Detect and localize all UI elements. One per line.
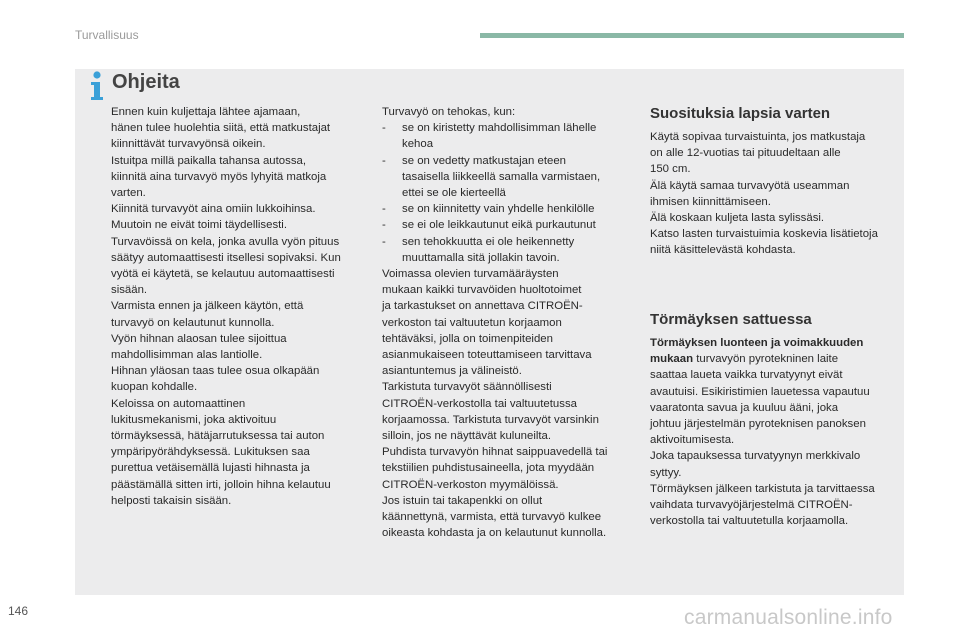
- paragraph-line: tehtäväksi, jolla on toimenpiteiden: [382, 332, 553, 345]
- paragraph-line: tekstiilien puhdistusaineella, jota myydään: [382, 462, 595, 475]
- paragraph-line: oikeasta kohdasta ja on kelautunut kunnolla.: [382, 527, 607, 540]
- bullet-dash: -: [382, 219, 386, 232]
- bullet-text: sen tehokkuutta ei ole heikennetty: [402, 235, 575, 248]
- bullet-text: se on kiinnitetty vain yhdelle henkilölle: [402, 203, 595, 216]
- paragraph-line: Turvavyö on tehokas, kun:: [382, 106, 516, 118]
- section-label: Turvallisuus: [75, 28, 139, 42]
- paragraph-line: törmäyksessä, hätäjarrutuksessa tai auton: [111, 430, 325, 443]
- column-2-text: [382, 104, 632, 541]
- paragraph-line: Törmäyksen jälkeen tarkistuta ja tarvittaessa: [650, 482, 875, 495]
- paragraph-line: Puhdista turvavyön hihnat saippuavedellä tai: [382, 446, 608, 459]
- paragraph-line: Älä käytä samaa turvavyötä useamman: [650, 179, 850, 192]
- paragraph-line: hänen tulee huolehtia siitä, että matkustajat: [111, 122, 331, 135]
- paragraph-line: asiantuntemus ja välineistö.: [382, 365, 522, 378]
- paragraph-line: johtuu järjestelmän pyroteknisen panoksen: [650, 418, 866, 431]
- paragraph-line: ihmisen kiinnittämiseen.: [650, 195, 771, 208]
- bullet-item: [382, 217, 632, 233]
- paragraph-line: säätyy automaattisesti itsellesi sopivaksi. Kun: [111, 251, 341, 264]
- paragraph-line: kiinnittävät turvavyönsä oikein.: [111, 138, 266, 151]
- children-text: [650, 129, 902, 259]
- page-title: Ohjeita: [112, 71, 180, 93]
- paragraph-line: avautuisi. Esikiristimien lauetessa vapautuu: [650, 385, 870, 398]
- paragraph-line: varten.: [111, 187, 146, 200]
- bullet-dash: -: [382, 235, 386, 248]
- paragraph-line: silloin, jos ne näyttävät kuluneilta.: [382, 430, 552, 443]
- paragraph-line: syttyy.: [650, 466, 682, 479]
- paragraph-line: Käytä sopivaa turvaistuinta, jos matkustaja: [650, 131, 866, 143]
- paragraph-line: Älä koskaan kuljeta lasta sylissäsi.: [650, 212, 825, 225]
- bullet-text: tasaisella liikkeellä samalla varmistaen,: [402, 170, 601, 183]
- paragraph-line: päästämällä sitten irti, jolloin hihna kelautuu: [111, 478, 331, 491]
- paragraph-line: verkostolla tai valtuutetulla korjaamolla.: [650, 515, 849, 528]
- paragraph-line: helposti takaisin sisään.: [111, 494, 232, 507]
- paragraph-line: vaihdata turvavyöjärjestelmä CITROËN-: [650, 499, 853, 512]
- paragraph-line: niitä käsittelevästä kohdasta.: [650, 244, 796, 257]
- paragraph-line: lukitusmekanismi, joka aktivoituu: [111, 413, 277, 426]
- bullet-dash: -: [382, 122, 386, 135]
- paragraph-line: [650, 351, 902, 367]
- paragraph-line: Voimassa olevien turvamääräysten: [382, 268, 559, 281]
- bullet-dash: -: [382, 203, 386, 216]
- paragraph-line: Istuitpa millä paikalla tahansa autossa,: [111, 154, 307, 167]
- paragraph-line: 150 cm.: [650, 163, 691, 176]
- header-rule: [480, 33, 904, 38]
- paragraph-line: Kiinnitä turvavyöt aina omiin lukkoihinsa.: [111, 203, 316, 216]
- paragraph-line: saattaa laueta vaikka turvatyynyt eivät: [650, 369, 843, 382]
- watermark: carmanualsonline.info: [684, 606, 893, 629]
- paragraph-line: mukaan kaikki turvavöiden huoltotoimet: [382, 284, 582, 297]
- bullet-item: [382, 234, 632, 266]
- paragraph-line: Varmista ennen ja jälkeen käytön, että: [111, 300, 304, 313]
- paragraph-line: CITROËN-verkostolla tai valtuutetussa: [382, 397, 577, 410]
- paragraph-line: CITROËN-verkoston myymälöissä.: [382, 478, 559, 491]
- bullet-text: se on kiristetty mahdollisimman lähelle: [402, 122, 597, 135]
- paragraph-line: käännettynä, varmista, että turvavyö kulkee: [382, 511, 602, 524]
- bullet-text: ettei se ole kierteellä: [402, 187, 506, 200]
- bullet-list: [382, 120, 632, 266]
- column-1-text: [111, 104, 369, 509]
- paragraph-line: Vyön hihnan alaosan tulee sijoittua: [111, 332, 287, 345]
- paragraph-line: Ennen kuin kuljettaja lähtee ajamaan,: [111, 106, 301, 118]
- paragraph-line: Muutoin ne eivät toimi täydellisesti.: [111, 219, 288, 232]
- bullet-text: se ei ole leikkautunut eikä purkautunut: [402, 219, 596, 232]
- paragraph-line: kuopan kohdalle.: [111, 381, 198, 394]
- paragraph-line: sisään.: [111, 284, 148, 297]
- paragraph-line: Katso lasten turvaistuimia koskevia lisätietoja: [650, 228, 878, 241]
- paragraph-line: Joka tapauksessa turvatyynyn merkkivalo: [650, 450, 861, 463]
- paragraph-line: purettua vetäisemällä lujasti hihnasta ja: [111, 462, 310, 475]
- paragraph-line: ja tarkastukset on annettava CITROËN-: [382, 300, 583, 313]
- paragraph-line: Hihnan yläosan taas tulee osua olkapään: [111, 365, 320, 378]
- bullet-item: [382, 120, 632, 152]
- bullet-item: [382, 201, 632, 217]
- paragraph-line: turvavyö on kelautunut kunnolla.: [111, 316, 275, 329]
- paragraph-line: korjaamossa. Tarkistuta turvavyöt varsinkin: [382, 413, 599, 426]
- paragraph-line: Turvavöissä on kela, jonka avulla vyön pituus: [111, 235, 340, 248]
- paragraph-line: [650, 335, 902, 351]
- column-2-rest: [382, 266, 632, 541]
- inline-text: turvavyön pyrotekninen laite: [693, 353, 839, 366]
- section-title-collision: Törmäyksen sattuessa: [650, 311, 812, 328]
- paragraph-line: on alle 12-vuotias tai pituudeltaan alle: [650, 147, 841, 160]
- bullet-item: [382, 153, 632, 202]
- paragraph-line: vaaratonta savua ja kuuluu ääni, joka: [650, 401, 839, 414]
- bullet-text: se on vedetty matkustajan eteen: [402, 154, 567, 167]
- paragraph-line: ympäripyörähdyksessä. Lukituksen saa: [111, 446, 310, 459]
- collision-text: [650, 335, 902, 529]
- bold-text: Törmäyksen luonteen ja voimakkuuden: [650, 337, 864, 349]
- bullet-text: muuttamalla sitä jollakin tavoin.: [402, 251, 560, 264]
- paragraph-line: aktivoitumisesta.: [650, 434, 735, 447]
- bullet-text: kehoa: [402, 138, 434, 151]
- paragraph-line: Jos istuin tai takapenkki on ollut: [382, 494, 543, 507]
- paragraph-line: Keloissa on automaattinen: [111, 397, 246, 410]
- bullet-dash: -: [382, 154, 386, 167]
- paragraph-line: vyötä ei käytetä, se kelautuu automaattisesti: [111, 268, 335, 281]
- page-number: 146: [8, 604, 29, 618]
- section-title-children: Suosituksia lapsia varten: [650, 105, 831, 122]
- paragraph-line: Tarkistuta turvavyöt säännöllisesti: [382, 381, 552, 394]
- info-icon: [87, 70, 107, 102]
- paragraph-line: asianmukaiseen toteuttamiseen tarvittava: [382, 349, 592, 362]
- paragraph-line: verkoston tai valtuutetun korjaamon: [382, 316, 562, 329]
- bold-text: mukaan: [650, 353, 694, 366]
- collision-lines: [650, 367, 902, 529]
- paragraph-line: mahdollisimman alas lantiolle.: [111, 349, 263, 362]
- paragraph-line: kiinnitä aina turvavyö myös lyhyitä matkoja: [111, 170, 327, 183]
